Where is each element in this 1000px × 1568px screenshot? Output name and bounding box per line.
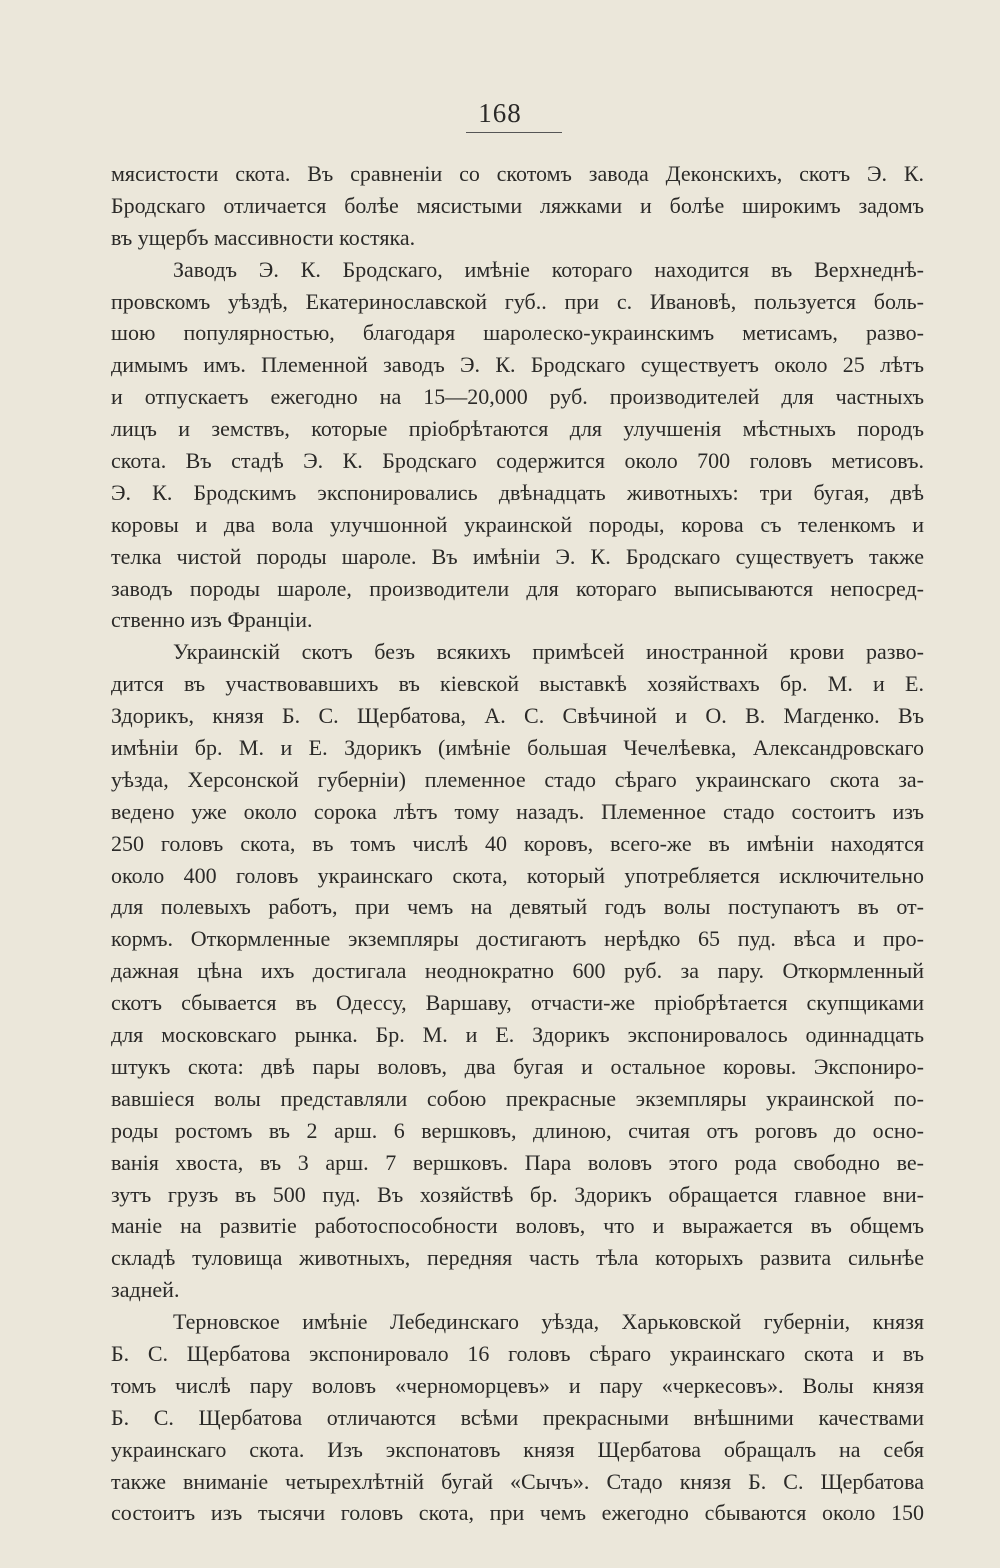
text-line: украинскаго скота. Изъ экспонатовъ князя Щербатова обращалъ на себя xyxy=(111,1436,924,1462)
text-line: кормъ. Откормленные экземпляры достигаютъ нерѣдко 65 пуд. вѣса и про- xyxy=(111,926,924,952)
text-line: имѣніи бр. М. и Е. Здорикъ (имѣніе большая Чечелѣевка, Александровскаго xyxy=(111,735,924,761)
text-line: ведено уже около сорока лѣтъ тому назадъ. Племенное стадо состоитъ изъ xyxy=(111,798,924,824)
text-line: Б. С. Щербатова отличаются всѣми прекрасными внѣшними качествами xyxy=(111,1404,924,1430)
paragraph xyxy=(111,158,924,254)
text-line: скотъ сбывается въ Одессу, Варшаву, отчасти-же пріобрѣтается скупщиками xyxy=(111,990,924,1016)
paragraph xyxy=(111,636,924,1306)
text-line: 250 головъ скота, въ томъ числѣ 40 коровъ, всего-же въ имѣніи находятся xyxy=(111,830,924,856)
text-line: роды ростомъ въ 2 арш. 6 вершковъ, длиною, считая отъ роговъ до осно- xyxy=(111,1117,924,1143)
text-line: около 400 головъ украинскаго скота, который употребляется исключительно xyxy=(111,862,924,888)
text-line: заводъ породы шароле, производители для котораго выписываются непосред- xyxy=(111,575,924,601)
text-line: Заводъ Э. К. Бродскаго, имѣніе котораго находится въ Верхнеднѣ- xyxy=(173,256,924,282)
text-line: Украинскій скотъ безъ всякихъ примѣсей иностранной крови разво- xyxy=(173,639,924,665)
text-line: ственно изъ Франціи. xyxy=(111,607,313,633)
text-line: въ ущербъ массивности костяка. xyxy=(111,224,416,250)
text-line: Э. К. Бродскимъ экспонировались двѣнадцать животныхъ: три бугая, двѣ xyxy=(111,479,924,505)
text-line: димымъ имъ. Племенной заводъ Э. К. Бродскаго существуетъ около 25 лѣтъ xyxy=(111,352,924,378)
text-line: зутъ грузъ въ 500 пуд. Въ хозяйствѣ бр. Здорикъ обращается главное вни- xyxy=(111,1181,924,1207)
text-line: задней. xyxy=(111,1277,180,1303)
text-line: томъ числѣ пару воловъ «черноморцевъ» и пару «черкесовъ». Волы князя xyxy=(111,1372,924,1398)
text-line: для московскаго рынка. Бр. М. и Е. Здорикъ экспонировалось одиннадцать xyxy=(111,1022,924,1048)
text-line: Бродскаго отличается болѣе мясистыми ляжками и болѣе широкимъ задомъ xyxy=(111,192,924,218)
text-line: уѣзда, Херсонской губерніи) племенное стадо сѣраго украинскаго скота за- xyxy=(111,766,924,792)
text-line: для полевыхъ работъ, при чемъ на девятый годъ волы поступаютъ въ от- xyxy=(111,894,924,920)
text-line: Б. С. Щербатова экспонировало 16 головъ сѣраго украинскаго скота и въ xyxy=(111,1340,924,1366)
paragraph xyxy=(111,1306,924,1529)
paragraph xyxy=(111,254,924,637)
page-number-rule xyxy=(466,132,562,133)
page-number: 168 xyxy=(478,98,522,128)
text-line: штукъ скота: двѣ пары воловъ, два бугая и остальное коровы. Экспониро- xyxy=(111,1053,924,1079)
text-line: скота. Въ стадѣ Э. К. Бродскаго содержится около 700 головъ метисовъ. xyxy=(111,448,924,474)
text-line: шою популярностью, благодаря шаролеско-украинскимъ метисамъ, разво- xyxy=(111,320,924,346)
text-line: мясистости скота. Въ сравненіи со скотомъ завода Деконскихъ, скотъ Э. К. xyxy=(111,161,924,186)
text-line: состоитъ изъ тысячи головъ скота, при чемъ ежегодно сбываются около 150 xyxy=(111,1500,924,1526)
text-line: ванія хвоста, въ 3 арш. 7 вершковъ. Пара воловъ этого рода свободно ве- xyxy=(111,1149,924,1175)
text-line: телка чистой породы шароле. Въ имѣніи Э. К. Бродскаго существуетъ также xyxy=(111,543,924,569)
text-line: дится въ участвовавшихъ въ кіевской выставкѣ хозяйствахъ бр. М. и Е. xyxy=(111,671,924,697)
text-line: маніе на развитіе работоспособности воловъ, что и выражается въ общемъ xyxy=(111,1213,924,1239)
text-line: коровы и два вола улучшонной украинской породы, корова съ теленкомъ и xyxy=(111,511,924,537)
text-line: складѣ туловища животныхъ, передняя часть тѣла которыхъ развита сильнѣе xyxy=(111,1245,924,1271)
text-line: также вниманіе четырехлѣтній бугай «Сычъ». Стадо князя Б. С. Щербатова xyxy=(111,1468,924,1494)
text-line: Здорикъ, князя Б. С. Щербатова, А. С. Свѣчиной и О. В. Магденко. Въ xyxy=(111,703,924,729)
body-text xyxy=(111,158,924,1529)
text-line: и отпускаетъ ежегодно на 15—20,000 руб. производителей для частныхъ xyxy=(111,384,924,410)
text-line: Терновское имѣніе Лебединскаго уѣзда, Харьковской губерніи, князя xyxy=(173,1309,924,1335)
text-line: дажная цѣна ихъ достигала неоднократно 600 руб. за пару. Откормленный xyxy=(111,958,924,984)
text-line: лицъ и земствъ, которые пріобрѣтаются для улучшенія мѣстныхъ породъ xyxy=(111,416,924,442)
text-line: вавшіеся волы представляли собою прекрасные экземпляры украинской по- xyxy=(111,1085,924,1111)
text-line: провскомъ уѣздѣ, Екатеринославской губ.. при с. Ивановѣ, пользуется боль- xyxy=(111,288,924,314)
